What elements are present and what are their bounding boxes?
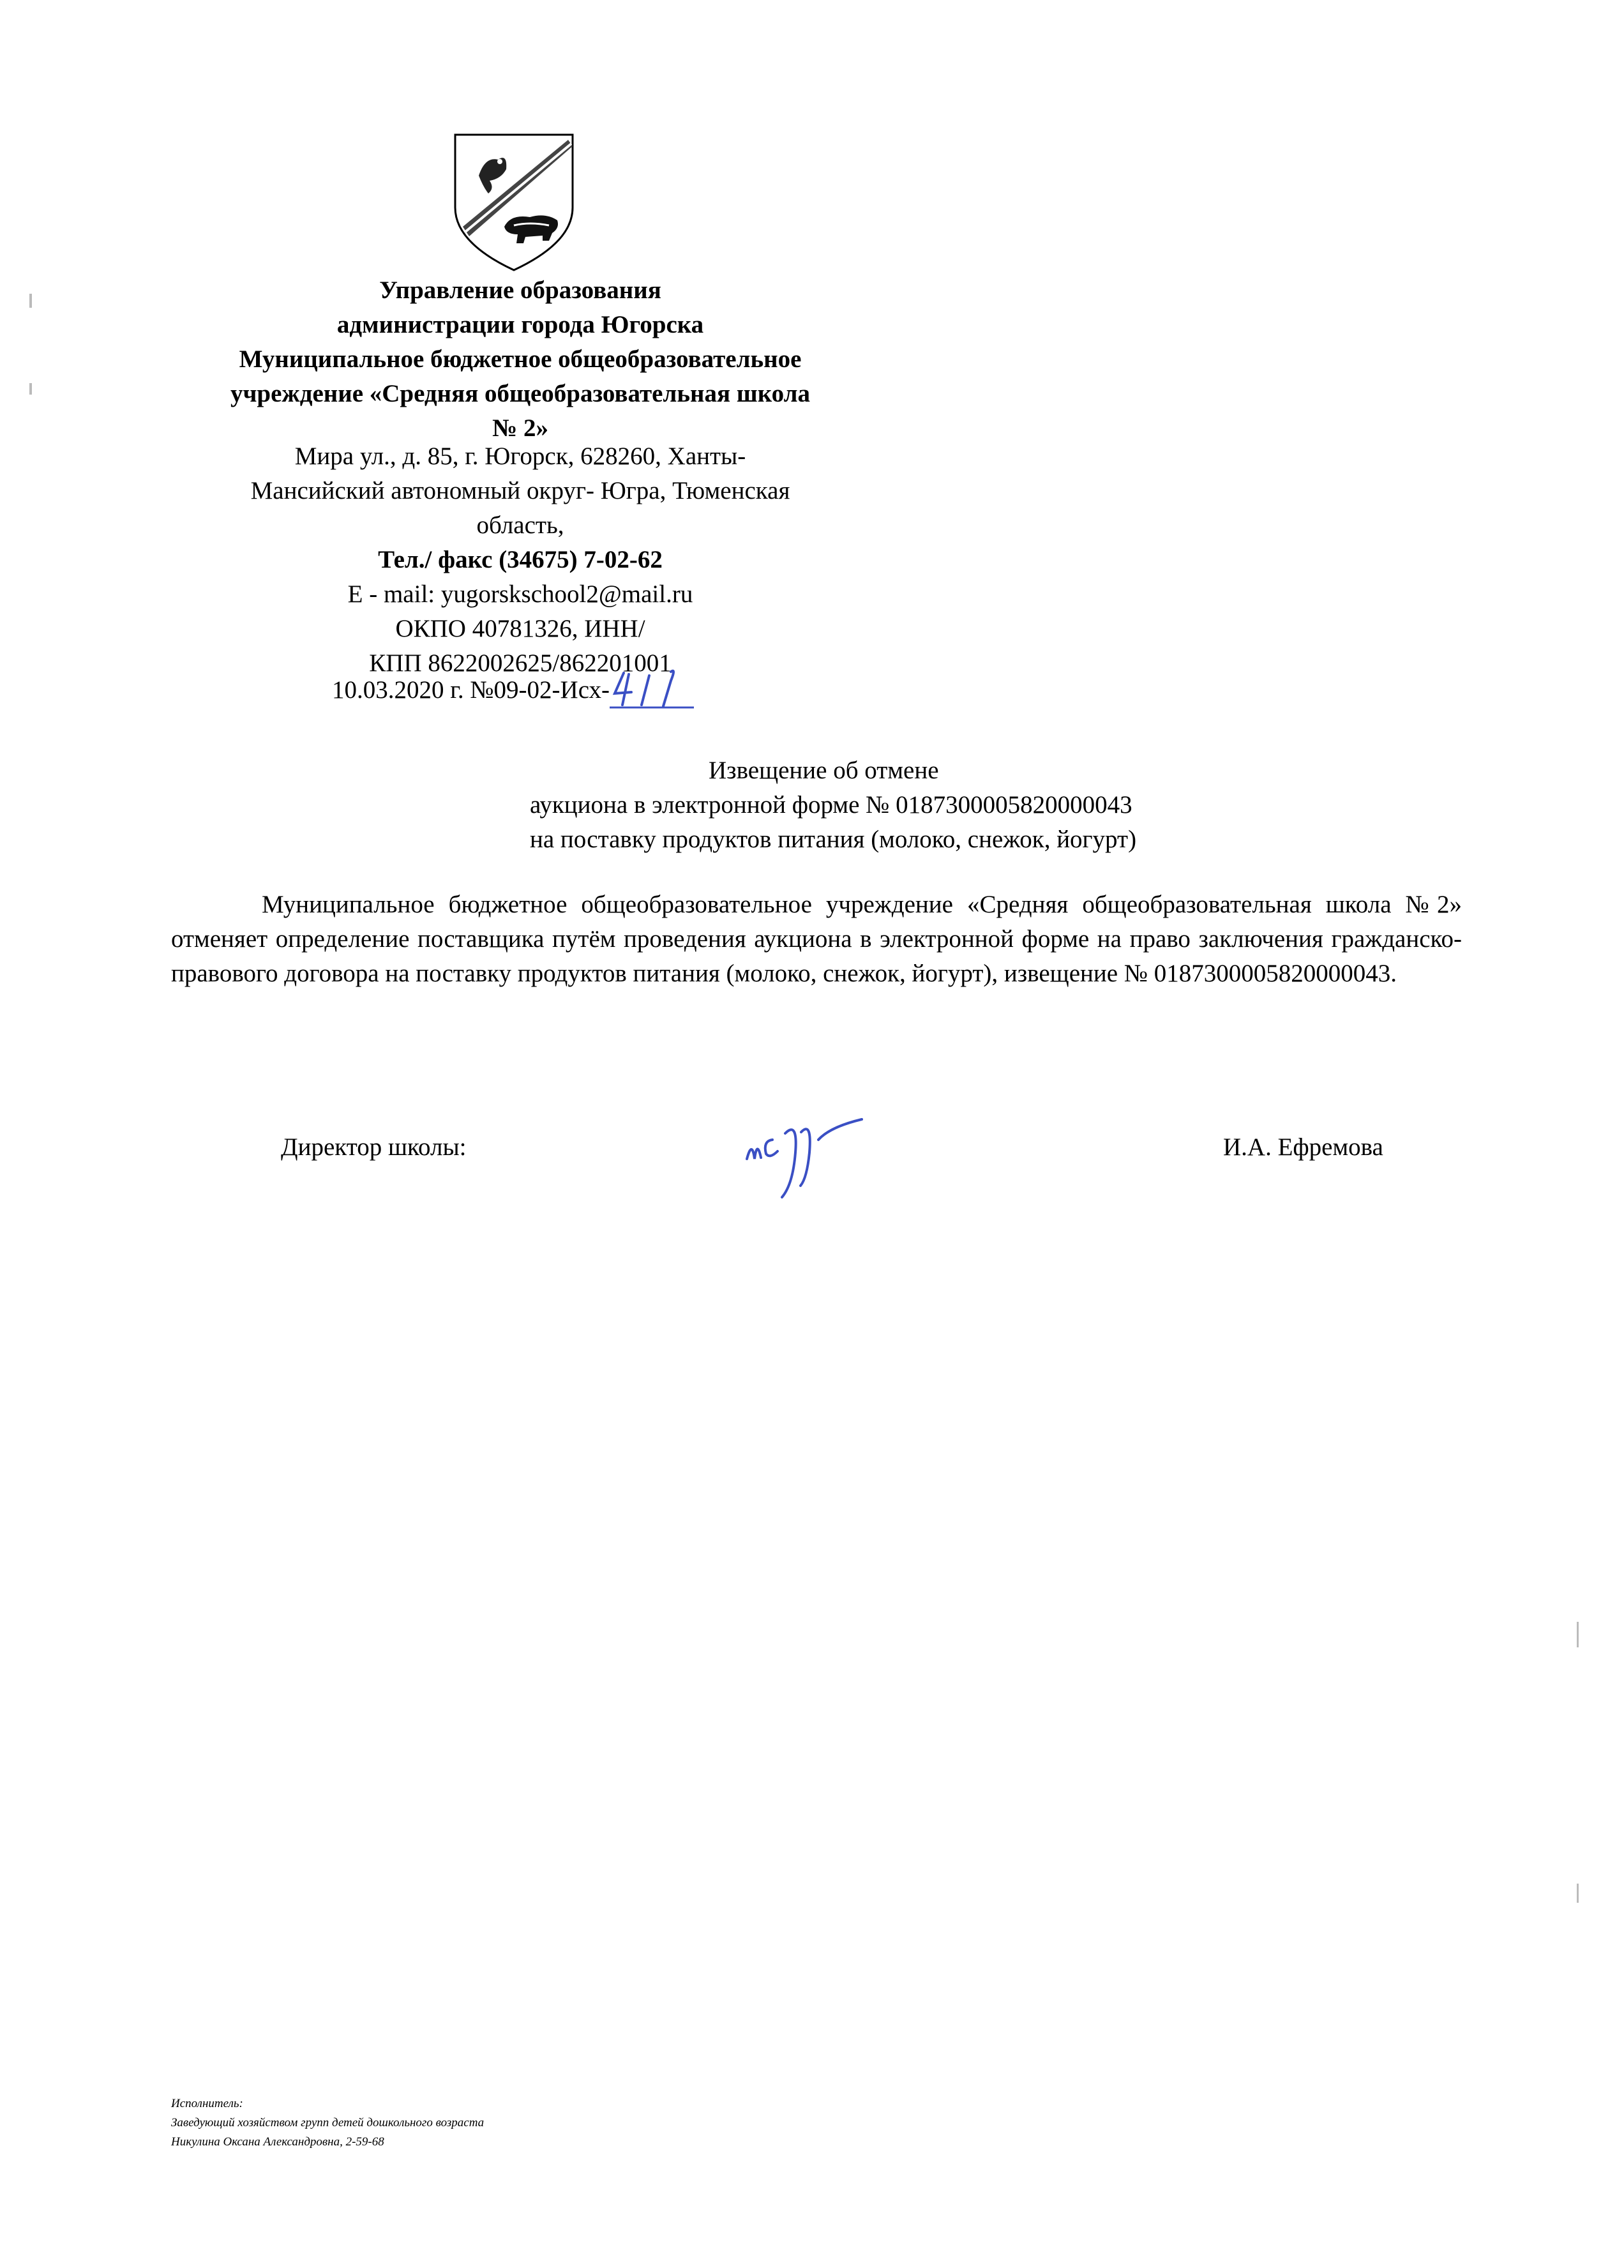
org-line: Управление образования [379, 276, 661, 304]
signature-row [0, 1130, 1624, 1232]
email: E - mail: yugorskschool2@mail.ru [347, 580, 693, 608]
outgoing-number [332, 673, 699, 707]
handwritten-signature [734, 1114, 894, 1204]
org-line: администрации города Югорска [336, 311, 704, 338]
scan-speck [1577, 1884, 1579, 1903]
okpo-inn: ОКПО 40781326, ИНН/ [395, 615, 645, 642]
org-line: учреждение «Средняя общеобразовательная школа [230, 380, 811, 407]
org-line: Муниципальное бюджетное общеобразовательное [239, 345, 802, 373]
organization-header [147, 273, 894, 446]
organization-contacts [147, 439, 894, 681]
address-line: Мира ул., д. 85, г. Югорск, 628260, Ханты- [294, 442, 746, 470]
scan-speck [1577, 1622, 1579, 1647]
notice-line: на поставку продуктов питания (молоко, снежок, йогурт) [530, 826, 1137, 853]
executor-block [171, 2094, 484, 2152]
scan-speck [29, 383, 32, 395]
kpp: КПП 8622002625/862201001 [369, 649, 672, 677]
coat-of-arms-icon [450, 131, 578, 275]
scan-speck [29, 294, 32, 308]
signer-title: Директор школы: [281, 1133, 467, 1161]
address-line: Мансийский автономный округ- Югра, Тюменская [250, 477, 790, 504]
body-paragraph: Муниципальное бюджетное общеобразовательное учреждение «Средняя общеобразовательная школа №2» отменяет определение поставщика путём проведения аукциона в электронной форме на право заключения гражданско-правового договора на поставку продуктов питания (молоко, снежок, йогурт), извещение № 0187300005820000043. [171, 891, 1462, 987]
executor-position: Заведующий хозяйством групп детей дошкольного возраста [171, 2116, 485, 2129]
org-line: № 2» [492, 414, 548, 442]
phone-fax: Тел./ факс (34675) 7-02-62 [378, 546, 663, 573]
signer-name: И.А. Ефремова [1223, 1133, 1383, 1161]
notice-line: Извещение об отмене [709, 757, 939, 784]
notice-line: аукциона в электронной форме № 0187300005820000043 [530, 791, 1132, 819]
address-line: область, [476, 511, 564, 539]
executor-label: Исполнитель: [171, 2097, 243, 2110]
handwritten-outgoing-number [610, 673, 699, 707]
executor-contact: Никулина Оксана Александровна, 2-59-68 [171, 2135, 384, 2149]
outgoing-date-number: 10.03.2020 г. №09-02-Исх- [332, 676, 610, 704]
notice-title [530, 753, 1136, 857]
